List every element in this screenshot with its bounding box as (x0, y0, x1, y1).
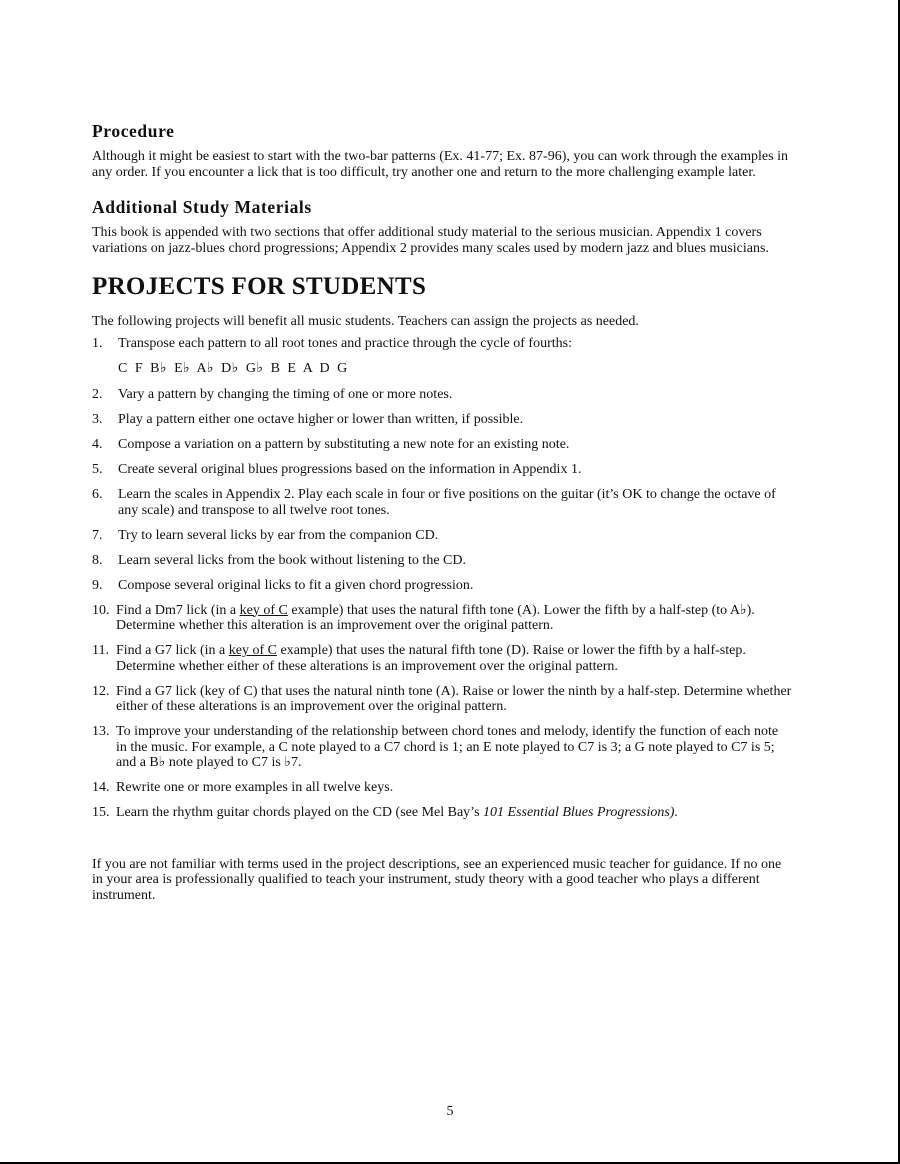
book-title-italic: 101 Essential Blues Progressions). (483, 805, 678, 820)
project-number: 4. (92, 437, 103, 452)
procedure-text: Although it might be easiest to start with the two-bar patterns (Ex. 41-77; Ex. 87-96), you can work through the examples in any order. If you encounter a lick that is too difficult, try another one and return to the more challenging example later. (92, 149, 788, 180)
project-text: Create several original blues progressions based on the information in Appendix 1. (118, 462, 582, 477)
project-item (92, 643, 792, 674)
project-number: 6. (92, 487, 103, 502)
project-item (92, 805, 792, 821)
project-item (92, 387, 792, 403)
project-text: Find a G7 lick (key of C) that uses the natural ninth tone (A). Raise or lower the ninth by a half-step. Determine whether either of these alterations is an improvement over the original pattern. (116, 683, 792, 714)
project-number: 7. (92, 527, 103, 543)
project-text: Find a Dm7 lick (in a (116, 602, 240, 618)
project-text: Transpose each pattern to all root tones and practice through the cycle of fourths: (118, 336, 572, 351)
project-text: example) that uses the natural fifth tone (A). Lower the fifth by a half-step (to A♭). Determine whether this alteration is an improvement over the original pattern. (116, 602, 755, 633)
closing-paragraph: If you are not familiar with terms used in the project descriptions, see an experienced music teacher for guidance. If no one in your area is professionally qualified to teach your instrument, study theory with a good teacher who plays a different instrument. (92, 856, 782, 903)
project-item (92, 780, 792, 796)
project-text: Compose several original licks to fit a given chord progression. (118, 577, 474, 593)
project-item (92, 487, 792, 518)
project-text: To improve your understanding of the relationship between chord tones and melody, identify the function of each note in the music. For example, a C note played to a C7 chord is 1; an E note played to C7 is 3; a G note played to C7 is 5; and a B♭ note played to C7 is ♭7. (116, 724, 779, 770)
project-text: Find a G7 lick (in a (116, 643, 229, 658)
project-item (92, 684, 792, 715)
project-item (92, 462, 792, 478)
project-number: 2. (92, 387, 103, 402)
projects-list (92, 336, 792, 352)
project-number: 15. (92, 805, 110, 820)
project-item (92, 724, 792, 771)
project-number: 3. (92, 412, 103, 427)
additional-materials-text: This book is appended with two sections that offer additional study material to the serious musician. Appendix 1 covers variations on jazz-blues chord progressions; Appendix 2 provides many scales used by modern jazz and blues musicians. (92, 225, 769, 256)
additional-materials-heading: Additional Study Materials (92, 197, 312, 217)
project-text: example) that uses the natural fifth tone (D). Raise or lower the fifth by a half-step. Determine whether either of these alterations is an improvement over the original pattern. (116, 643, 746, 674)
project-number: 10. (92, 602, 110, 618)
project-text: Try to learn several licks by ear from the companion CD. (118, 527, 439, 543)
projects-intro: The following projects will benefit all music students. Teachers can assign the projects as needed. (92, 314, 639, 329)
project-item (92, 578, 792, 594)
project-text: Rewrite one or more examples in all twelve keys. (116, 780, 394, 795)
project-number: 9. (92, 577, 103, 593)
project-number: 14. (92, 780, 110, 795)
project-item (92, 336, 792, 352)
key-of-c-underlined: key of C (239, 602, 288, 618)
project-item (92, 553, 792, 569)
project-item (92, 603, 792, 634)
page-number: 5 (446, 1104, 454, 1119)
procedure-heading: Procedure (92, 121, 175, 141)
project-number: 1. (92, 336, 103, 351)
projects-list-continued (92, 387, 792, 821)
project-text: Vary a pattern by changing the timing of one or more notes. (118, 387, 453, 402)
project-item (92, 437, 792, 453)
project-number: 8. (92, 552, 103, 568)
project-text: Learn the scales in Appendix 2. Play each scale in four or five positions on the guitar (it’s OK to change the octave of any scale) and transpose to all twelve root tones. (118, 487, 776, 518)
project-text: Compose a variation on a pattern by substituting a new note for an existing note. (118, 437, 570, 452)
project-text: Play a pattern either one octave higher or lower than written, if possible. (118, 412, 524, 427)
project-item (92, 528, 792, 544)
project-text: Learn the rhythm guitar chords played on the CD (see Mel Bay’s (116, 805, 484, 820)
document-page (92, 120, 792, 903)
project-number: 5. (92, 462, 103, 477)
project-item (92, 412, 792, 428)
project-text: Learn several licks from the book without listening to the CD. (118, 552, 466, 568)
project-number: 12. (92, 683, 110, 699)
projects-heading: PROJECTS FOR STUDENTS (92, 273, 427, 300)
cycle-of-fourths: C F B♭ E♭ A♭ D♭ G♭ B E A D G (118, 361, 348, 376)
key-of-c-underlined: key of C (228, 643, 277, 658)
project-number: 11. (92, 643, 109, 658)
project-number: 13. (92, 724, 110, 739)
